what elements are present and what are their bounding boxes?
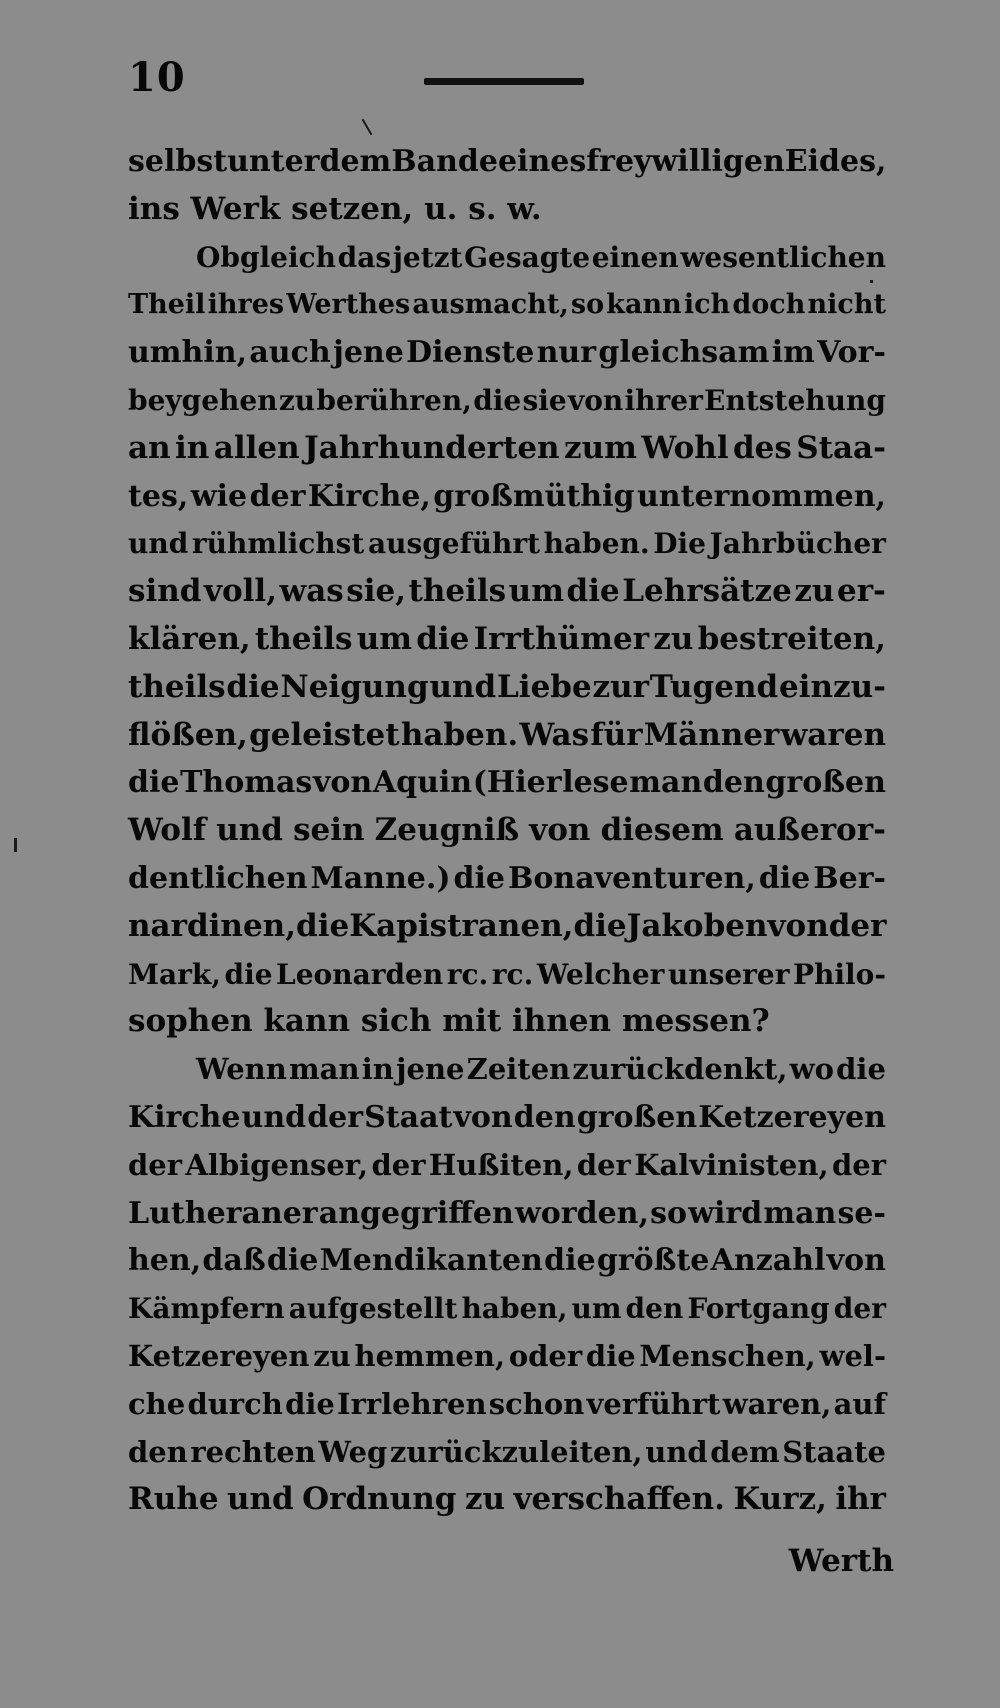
text-line: Wenn man in jene Zeiten zurückdenkt, wo die: [196, 1052, 886, 1087]
text-line: selbst unter dem Bande eines freywilligen Eides,: [128, 144, 887, 179]
text-line: hen, daß die Mendikanten die größte Anzahl von: [128, 1243, 886, 1279]
text-line: Kirche und der Staat von den großen Ketzereyen: [128, 1099, 886, 1135]
ink-speck: [362, 119, 373, 136]
text-line: sophen kann sich mit ihnen messen?: [128, 1003, 770, 1040]
text-line: die Thomas von Aquin (Hier lese man den großen: [128, 765, 886, 801]
text-line: dentlichen Manne.) die Bonaventuren, die Ber-: [128, 860, 886, 896]
text-line: den rechten Weg zurückzuleiten, und dem Staate: [128, 1434, 886, 1469]
text-line: klären, theils um die Irrthümer zu bestreiten,: [128, 620, 886, 657]
text-line: Ketzereyen zu hemmen, oder die Menschen, wel-: [128, 1338, 886, 1373]
text-line: beygehen zu berühren, die sie von ihrer Entstehung: [128, 383, 886, 417]
text-line: Mark, die Leonarden rc. rc. Welcher unserer Philo-: [128, 957, 886, 991]
paragraph-3: [128, 1046, 886, 1524]
header-rule: [424, 78, 584, 85]
text-line: tes, wie der Kirche, großmüthig unternommen,: [128, 478, 886, 514]
text-line: Kämpfern aufgestellt haben, um den Fortgang der: [128, 1292, 886, 1326]
text-line: che durch die Irrlehren schon verführt waren, auf: [128, 1386, 886, 1421]
ink-speck: [14, 838, 17, 852]
text-line: Lutheraner angegriffen worden, so wird man se-: [128, 1195, 886, 1231]
text-line: theils die Neigung und Liebe zur Tugend einzu-: [128, 668, 886, 705]
paragraph-1: [128, 138, 886, 234]
text-line: der Albigenser, der Hußiten, der Kalvinisten, der: [128, 1147, 886, 1182]
text-line: Theil ihres Werthes ausmacht, so kann ich doch nicht: [128, 289, 886, 321]
catchword: Werth: [788, 1543, 894, 1579]
text-line: umhin, auch jene Dienste nur gleichsam im Vor-: [128, 335, 886, 371]
page-number: 10: [128, 54, 186, 101]
text-line: Obgleich das jetzt Gesagte einen wesentlichen: [196, 240, 886, 274]
text-line: Ruhe und Ordnung zu verschaffen. Kurz, ihr: [128, 1481, 886, 1518]
text-line: nardinen, die Kapistranen, die Jakoben von der: [128, 907, 887, 944]
text-line: an in allen Jahrhunderten zum Wohl des Staa-: [128, 429, 886, 466]
text-line: ins Werk setzen, u. s. w.: [128, 190, 542, 227]
paragraph-2: [128, 234, 886, 1047]
text-line: sind voll, was sie, theils um die Lehrsätze zu er-: [128, 573, 886, 610]
text-line: und rühmlichst ausgeführt haben. Die Jahrbücher: [128, 527, 886, 561]
text-line: flößen, geleistet haben. Was für Männer waren: [128, 716, 886, 753]
text-line: Wolf und sein Zeugniß von diesem außeror-: [128, 812, 886, 849]
body-text: [128, 138, 886, 1524]
